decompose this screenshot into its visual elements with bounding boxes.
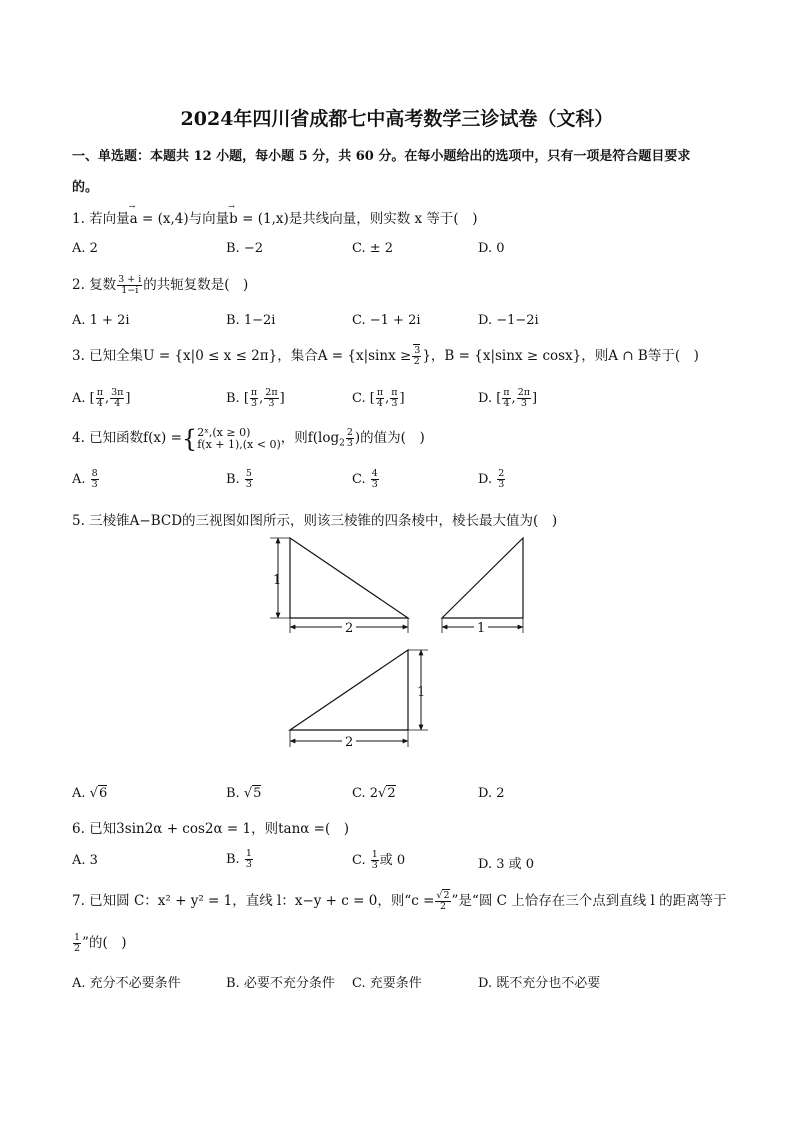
question-7: 7. 已知圆 C：x² + y² = 1，直线 l：x−y + c = 0，则“c = $\frac{√2}{2}$ ”是“圆 C 上恰存在三个点到直线 l 的距离等于 (72, 890, 727, 912)
q3b-end: ] (279, 391, 285, 406)
q5-option-b[interactable]: B. √5 (226, 786, 262, 801)
q3c-n1: π (376, 387, 384, 398)
q4-fd: 3 (346, 438, 353, 449)
q1-text-b: = (x,4)与向量 (137, 211, 230, 227)
top-view-triangle (290, 650, 408, 730)
q3d-label: D. [ (478, 391, 502, 406)
q4b-label: B. (226, 472, 244, 487)
q5a-rad: 6 (98, 786, 108, 801)
q4b-d: 3 (245, 479, 252, 490)
q7-n2: 1 (74, 932, 81, 943)
q6c-d: 3 (371, 860, 378, 871)
q7-text-c: ”的( ) (82, 935, 127, 951)
q3b-label: B. [ (226, 391, 249, 406)
q7-text-a: 7. 已知圆 C：x² + y² = 1，直线 l：x−y + c = 0，则“c = (72, 893, 435, 909)
q4c-label: C. (352, 472, 370, 487)
q3-option-c[interactable]: C. [ $\frac{\pi}{4}$ , $\frac{\pi}{3}$ ] (352, 387, 405, 409)
q1-option-a[interactable]: A. 2 (72, 241, 98, 256)
q6-option-c[interactable] (352, 849, 405, 871)
q3c-label: C. [ (352, 391, 375, 406)
q5c-coef: 2 (369, 786, 379, 801)
q6b-n: 1 (245, 848, 252, 859)
q4-fn: 2 (346, 427, 353, 438)
q6b-d: 3 (245, 859, 252, 870)
q3d-d1: 4 (503, 398, 510, 409)
q4c-d: 3 (371, 479, 378, 490)
q4-log-base: 2 (339, 438, 345, 449)
q7-sqrt: 2 (443, 890, 450, 901)
q3a-end: ] (125, 391, 131, 406)
q3a-label: A. [ (72, 391, 95, 406)
q2-option-b[interactable]: B. 1−2i (226, 313, 276, 328)
q3b-n1: π (250, 387, 258, 398)
q6b-label: B. (226, 852, 244, 867)
q7-d2: 2 (74, 943, 81, 954)
q3c-n2: π (391, 387, 398, 398)
q6-option-d[interactable]: D. 3 或 0 (478, 857, 535, 872)
section-heading: 一、单选题：本题共 12 小题，每小题 5 分，共 60 分。在每小题给出的选项中，只有一项是符合题目要求 (72, 149, 691, 164)
q4-case-2: f(x + 1),(x < 0) (197, 437, 281, 451)
q6c-n: 1 (371, 849, 378, 860)
q2-text-b: 的共轭复数是( ) (143, 277, 249, 293)
q5a-label: A. (72, 786, 90, 801)
q4-text-c: )的值为( ) (354, 430, 425, 446)
q4c-n: 4 (371, 468, 378, 479)
q3-text-b: }，B = {x|sinx ≥ cosx}，则A ∩ B等于( ) (422, 348, 699, 364)
q4-brace: { (181, 424, 198, 453)
q7-option-c[interactable]: C. 充要条件 (352, 976, 422, 991)
q3-text-a: 3. 已知全集U = {x|0 ≤ x ≤ 2π}，集合A = {x|sinx ≥ (72, 348, 412, 364)
q5-option-d[interactable]: D. 2 (478, 786, 505, 801)
q7-text-b: ”是“圆 C 上恰存在三个点到直线 l 的距离等于 (451, 893, 727, 909)
q1-text-a: 1. 若向量 (72, 211, 130, 227)
q7-option-a[interactable]: A. 充分不必要条件 (72, 976, 181, 991)
q3d-d2: 3 (520, 398, 527, 409)
q3a-n2: 3π (111, 387, 124, 398)
section-heading-cont: 的。 (72, 180, 99, 195)
question-5: 5. 三棱锥A−BCD的三视图如图所示，则该三棱锥的四条棱中，棱长最大值为( ) (72, 513, 558, 529)
front-view-width-label: 2 (345, 621, 354, 636)
vector-a: → a (130, 211, 138, 227)
q3b-d2: 3 (268, 398, 275, 409)
q6c-post: 或 0 (379, 853, 406, 868)
q3-option-d[interactable]: D. [ $\frac{\pi}{4}$ , $\frac{2\pi}{3}$ ] (478, 387, 538, 409)
q3-sqrt: 3 (414, 345, 421, 356)
question-7-cont (72, 931, 126, 954)
q3a-n1: π (96, 387, 103, 398)
top-view-height-label: 1 (417, 685, 426, 700)
q4d-d: 3 (498, 479, 505, 490)
side-view-width-label: 1 (477, 621, 486, 636)
q3d-n2: 2π (517, 387, 530, 398)
q6c-label: C. (352, 853, 370, 868)
q3-option-a[interactable]: A. [ $\frac{\pi}{4}$ , $\frac{3\pi}{4}$ ] (72, 387, 131, 409)
q5b-label: B. (226, 786, 244, 801)
q3c-d2: 3 (391, 398, 398, 409)
q1-text-c: = (1,x)是共线向量，则实数 x 等于( ) (237, 211, 478, 227)
page-title: 2024年四川省成都七中高考数学三诊试卷（文科） (180, 108, 614, 130)
side-view-triangle (442, 538, 523, 618)
q5-option-c[interactable]: C. 2√2 (352, 786, 396, 801)
q3c-d1: 4 (376, 398, 383, 409)
q3a-d1: 4 (96, 398, 103, 409)
q3b-d1: 3 (250, 398, 258, 409)
q5c-label: C. (352, 786, 370, 801)
q3-option-b[interactable]: B. [ $\frac{\pi}{3}$ , $\frac{2\pi}{3}$ ] (226, 387, 285, 409)
q1-option-c[interactable]: C. ± 2 (352, 241, 394, 256)
q4a-n: 8 (91, 468, 98, 479)
top-view-width-label: 2 (345, 735, 354, 750)
q7-option-b[interactable]: B. 必要不充分条件 (226, 976, 335, 991)
q5-option-a[interactable]: A. √6 (72, 786, 108, 801)
q7-den: 2 (439, 901, 446, 912)
q2-num: 3 + i (118, 274, 142, 285)
q4-text-b: ，则f(log (280, 430, 340, 446)
q4-case-1: 2ˣ,(x ≥ 0) (197, 425, 251, 439)
q2-option-a[interactable]: A. 1 + 2i (72, 313, 130, 328)
q3d-n1: π (503, 387, 510, 398)
q6-option-b[interactable] (226, 849, 254, 870)
q2-den: 1−i (121, 285, 139, 296)
question-6: 6. 已知3sin2α + cos2α = 1，则tanα =( ) (72, 821, 350, 837)
q5c-rad: 2 (387, 786, 396, 801)
q1-option-b[interactable]: B. −2 (226, 241, 263, 256)
q4b-n: 5 (245, 468, 252, 479)
q4a-label: A. (72, 472, 90, 487)
q2-option-c[interactable]: C. −1 + 2i (352, 313, 421, 328)
q6-option-a[interactable]: A. 3 (72, 853, 98, 868)
q4-text-a: 4. 已知函数f(x) = (72, 430, 182, 446)
q2-text-a: 2. 复数 (72, 277, 117, 293)
q3b-n2: 2π (265, 387, 278, 398)
q3-den: 2 (413, 356, 420, 367)
front-view-height-label: 1 (273, 573, 282, 588)
q1-option-d[interactable]: D. 0 (478, 241, 505, 256)
q7-option-d[interactable]: D. 既不充分也不必要 (478, 976, 601, 991)
q3d-end: ] (531, 391, 538, 406)
q4a-d: 3 (91, 479, 98, 490)
q4d-label: D. (478, 472, 497, 487)
q4d-n: 2 (498, 468, 505, 479)
q5b-rad: 5 (253, 786, 262, 801)
vector-b: → b (229, 211, 238, 227)
q3a-d2: 4 (114, 398, 121, 409)
front-view-triangle (290, 538, 408, 618)
q2-option-d[interactable]: D. −1−2i (478, 313, 539, 328)
q3c-end: ] (399, 391, 405, 406)
